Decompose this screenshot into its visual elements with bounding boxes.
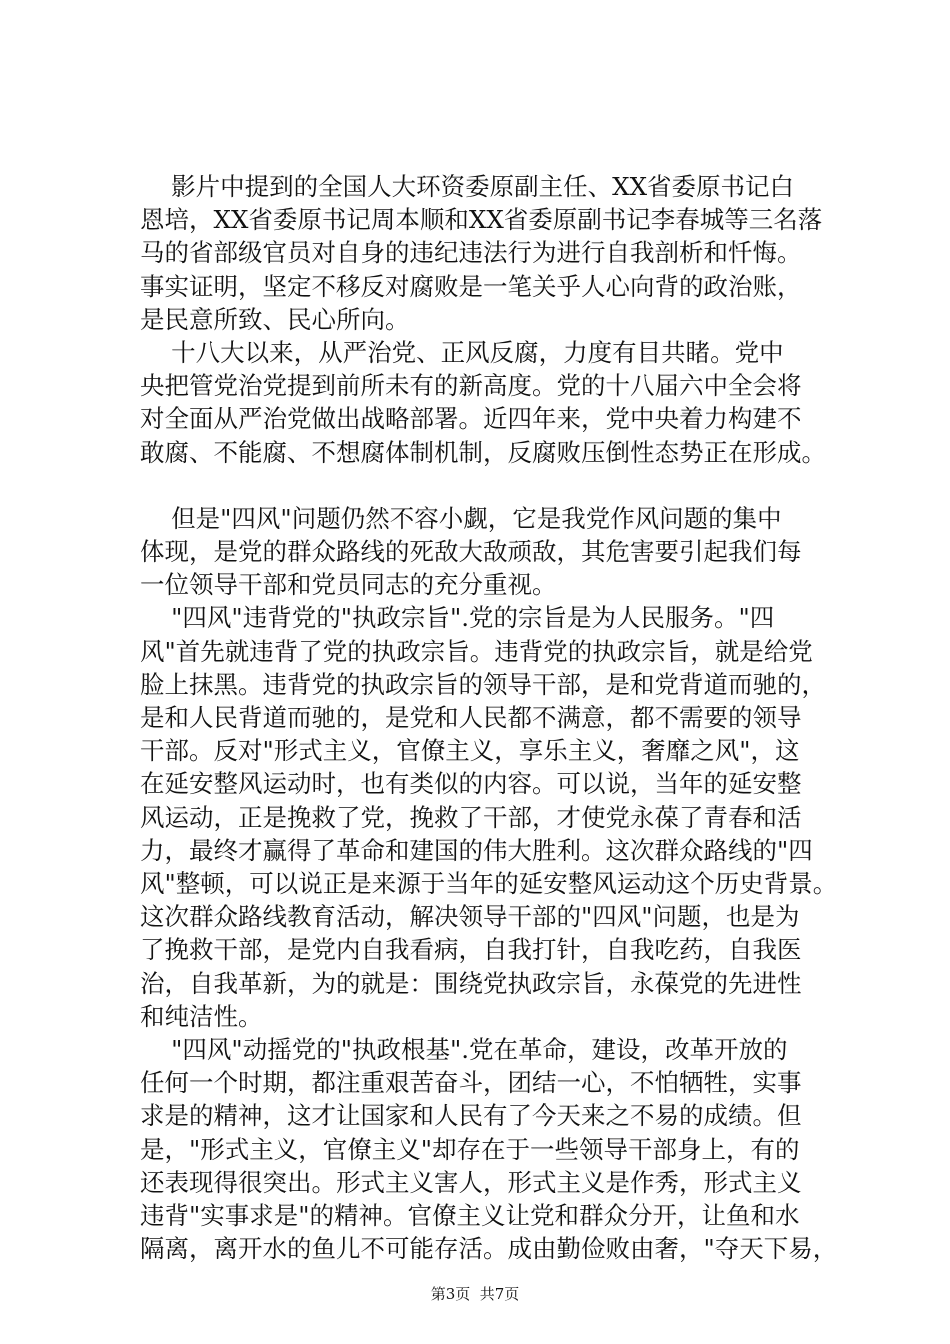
- page-footer: 第3页 共7页: [430, 1285, 520, 1303]
- paragraph-3: 但是"四风"问题仍然不容小觑，它是我党作风问题的集中 体现，是党的群众路线的死敌大敌顽敌，其危害要引起我们每 一位领导干部和党员同志的充分重视。: [140, 503, 802, 600]
- paragraph-gap: [140, 469, 840, 502]
- body-text: [140, 170, 840, 1266]
- paragraph-5: "四风"动摇党的"执政根基".党在革命，建设，改革开放的 任何一个时期，都注重艰苦奋斗，团结一心，不怕牺牲，实事 求是的精神，这才让国家和人民有了今天来之不易的成绩。但 是，"形式主义，官僚主义"却存在于一些领导干部身上，有的 还表现得很突出。形式主义害人，形式主义是作秀，形式主义 违背"实事求是"的精神。官僚主义让党和群众分开，让鱼和水 隔离，离开水的鱼儿不可能存活。成由勤俭败由奢，"夺天下易，: [140, 1035, 838, 1264]
- paragraph-4: "四风"违背党的"执政宗旨".党的宗旨是为人民服务。"四 风"首先就违背了党的执政宗旨。违背党的执政宗旨，就是给党 脸上抹黑。违背党的执政宗旨的领导干部，是和党背道而驰的， 是和人民背道而驰的，是党和人民都不满意，都不需要的领导 干部。反对"形式主义，官僚主义，享乐主义，奢靡之风"，这 在延安整风运动时，也有类似的内容。可以说，当年的延安整 风运动，正是挽救了党，挽救了干部，才使党永葆了青春和活 力，最终才赢得了革命和建国的伟大胜利。这次群众路线的"四 风"整顿，可以说正是来源于当年的延安整风运动这个历史背景。 这次群众路线教育活动，解决领导干部的"四风"问题，也是为 了挽救干部，是党内自我看病，自我打针，自我吃药，自我医 治，自我革新，为的就是：围绕党执政宗旨，永葆党的先进性 和纯洁性。: [140, 603, 838, 1031]
- paragraph-2: 十八大以来，从严治党、正风反腐，力度有目共睹。党中 央把管党治党提到前所未有的新高度。党的十八届六中全会将 对全面从严治党做出战略部署。近四年来，党中央着力构建不 敢腐、不能腐、不想腐体制机制，反腐败压倒性态势正在形成。: [140, 338, 826, 467]
- paragraph-1: 影片中提到的全国人大环资委原副主任、XX省委原书记白 恩培，XX省委原书记周本顺和XX省委原副书记李春城等三名落 马的省部级官员对自身的违纪违法行为进行自我剖析和忏悔。 事实证明，坚定不移反对腐败是一笔关乎人心向背的政治账， 是民意所致、民心所向。: [140, 172, 823, 334]
